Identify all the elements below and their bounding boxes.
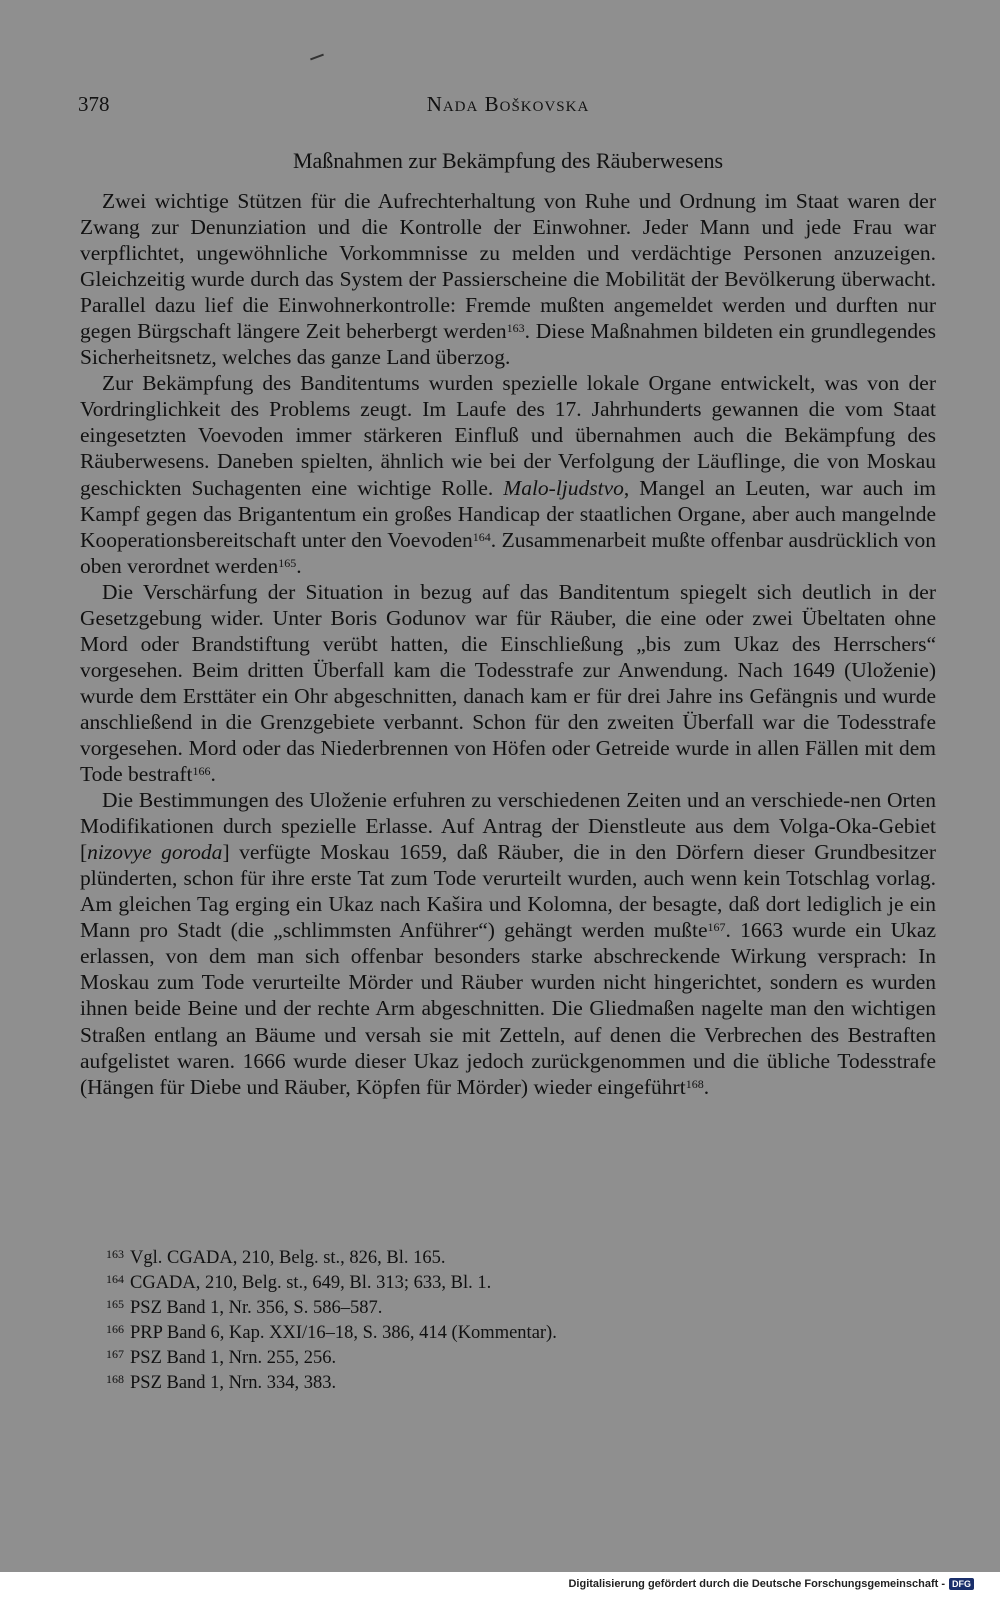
dfg-logo: DFG xyxy=(949,1578,974,1590)
footnote-ref: 163 xyxy=(506,321,525,336)
footnote-ref: 168 xyxy=(685,1076,704,1091)
paragraph-text: , Mangel an Leuten, war auch im Kampf gegen das Brigantentum ein großes Handicap der staatlichen Organe, aber auch mangelnde Kooperationsbereitschaft unter den Voevoden xyxy=(80,475,936,552)
paragraph-text: . xyxy=(296,553,302,578)
footnote xyxy=(106,1319,806,1344)
footnote-ref: 165 xyxy=(278,555,297,570)
footnote-number: 166 xyxy=(106,1321,124,1336)
footnote-number: 165 xyxy=(106,1296,124,1311)
footnote xyxy=(106,1294,806,1319)
paragraph xyxy=(80,370,936,578)
footnote-number: 167 xyxy=(106,1346,124,1361)
paragraph xyxy=(80,787,936,1100)
page-number: 378 xyxy=(78,92,110,116)
paragraph-text: . Zusammenarbeit mußte offenbar ausdrücklich von oben verordnet werden xyxy=(80,527,936,578)
paragraph-text: Die Bestimmungen des Uloženie erfuhren zu verschiedenen Zeiten und an verschiede-nen Orten Modifikationen durch spezielle Erlasse. Auf Antrag der Dienstleute aus dem Volga-Oka-Gebiet [ xyxy=(80,788,936,865)
paragraph-text: Die Verschärfung der Situation in bezug auf das Banditentum spiegelt sich deutlich in der Gesetzgebung wider. Unter Boris Godunov war für Räuber, die eine oder zwei Übeltaten ohne Mord oder Brandstiftung verübt hatten, die Einschließung „bis zum Ukaz des Herrschers“ vorgesehen. Beim dritten Überfall kam die Todesstrafe zur Anwendung. Nach 1649 (Uloženie) wurde dem Ersttäter ein Ohr abgeschnitten, danach kam er für drei Jahre ins Gefängnis und wurde anschließend in die Grenzgebiete verbannt. Schon für den zweiten Überfall war die Todesstrafe vorgesehen. Mord oder das Niederbrennen von Höfen oder Getreide wurde in allen Fällen mit dem Tode bestraft xyxy=(80,579,936,787)
footnote xyxy=(106,1344,806,1369)
section-heading: Maßnahmen zur Bekämpfung des Räuberwesens xyxy=(292,148,724,173)
footnote-ref: 167 xyxy=(707,920,726,935)
scan-mark xyxy=(310,54,324,61)
paragraph xyxy=(80,579,936,787)
italic-term: nizovye goroda xyxy=(87,840,223,865)
footnote xyxy=(106,1269,806,1294)
paragraph-text: . xyxy=(210,762,216,787)
footnote-text: PSZ Band 1, Nr. 356, S. 586–587. xyxy=(130,1297,383,1318)
footnote xyxy=(106,1369,806,1394)
funding-footer xyxy=(568,1578,974,1590)
paragraph-text: Zwei wichtige Stützen für die Aufrechterhaltung von Ruhe und Ordnung im Staat waren der Zwang zur Denunziation und die Kontrolle der Einwohner. Jeder Mann und jede Frau war verpflichtet, ungewöhnliche Vorkommnisse zu melden und verdächtige Personen anzuzeigen. Gleichzeitig wurde durch das System der Passierscheine die Mobilität der Bevölkerung überwacht. Parallel dazu lief die Einwohnerkontrolle: Fremde mußten angemeldet werden und durften nur gegen Bürgschaft längere Zeit beherbergt werden xyxy=(80,189,936,344)
footnote-number: 163 xyxy=(106,1247,124,1261)
footnote-ref: 164 xyxy=(472,529,491,544)
footnote-text: PRP Band 6, Kap. XXI/16–18, S. 386, 414 (Kommentar). xyxy=(130,1322,557,1343)
footnote xyxy=(106,1244,806,1269)
footnote-text: PSZ Band 1, Nrn. 334, 383. xyxy=(130,1372,337,1393)
footnote-text: CGADA, 210, Belg. st., 649, Bl. 313; 633, Bl. 1. xyxy=(130,1272,492,1293)
paragraph-text: ] verfügte Moskau 1659, daß Räuber, die in den Dörfern dieser Grundbesitzer plünderten, schon für ihre erste Tat zum Tode verurteilt wurden, auch wenn kein Totschlag vorlag. Am gleichen Tag erging ein Ukaz nach Kašira und Kolomna, der besagte, daß dort lediglich je ein Mann pro Stadt (die „schlimmsten Anführer“) gehängt werden mußte xyxy=(80,840,936,943)
footnote-number: 168 xyxy=(106,1371,124,1386)
paragraph-text: . 1663 wurde ein Ukaz erlassen, von dem man sich offenbar besonders starke abschreckende Wirkung versprach: In Moskau zum Tode verurteilte Mörder und Räuber wurden nicht hingerichtet, sondern es wurden ihnen beide Beine und der rechte Arm abgeschnitten. Die Gliedmaßen nagelte man den wichtigen Straßen entlang an Bäume und versah sie mit Zetteln, auf denen die Verbrechen des Bestraften aufgelistet waren. 1666 wurde dieser Ukaz jedoch zurückgenommen und die übliche Todesstrafe (Hängen für Diebe und Räuber, Köpfen für Mörder) wieder eingeführt xyxy=(80,918,936,1099)
italic-term: Malo-ljudstvo xyxy=(503,475,624,500)
paragraph-text: . xyxy=(703,1074,710,1099)
body-text xyxy=(80,188,936,1100)
running-header xyxy=(78,92,938,122)
paragraph xyxy=(80,188,936,370)
paragraph-text: Zur Bekämpfung des Banditentums wurden spezielle lokale Organe entwickelt, was von der Vordringlichkeit des Problems zeugt. Im Laufe des 17. Jahrhunderts gewannen die vom Staat eingesetzten Voevoden immer stärkeren Einfluß und übernahmen auch die Bekämpfung des Räuberwesens. Daneben spielten, ähnlich wie bei der Verfolgung der Läuflinge, die von Moskau geschickten Suchagenten eine wichtige Rolle. xyxy=(80,371,936,500)
running-head-author: Nada Boškovska xyxy=(426,92,590,116)
funding-note: Digitalisierung gefördert durch die Deutsche Forschungsgemeinschaft - xyxy=(568,1578,945,1590)
footnotes xyxy=(106,1244,806,1393)
footnote-text: Vgl. CGADA, 210, Belg. st., 826, Bl. 165. xyxy=(130,1248,446,1268)
footnote-number: 164 xyxy=(106,1271,124,1286)
paragraph-text: . Diese Maßnahmen bildeten ein grundlegendes Sicherheitsnetz, welches das ganze Land überzog. xyxy=(80,319,936,370)
footnote-ref: 166 xyxy=(192,764,211,779)
footnote-text: PSZ Band 1, Nrn. 255, 256. xyxy=(130,1347,337,1368)
